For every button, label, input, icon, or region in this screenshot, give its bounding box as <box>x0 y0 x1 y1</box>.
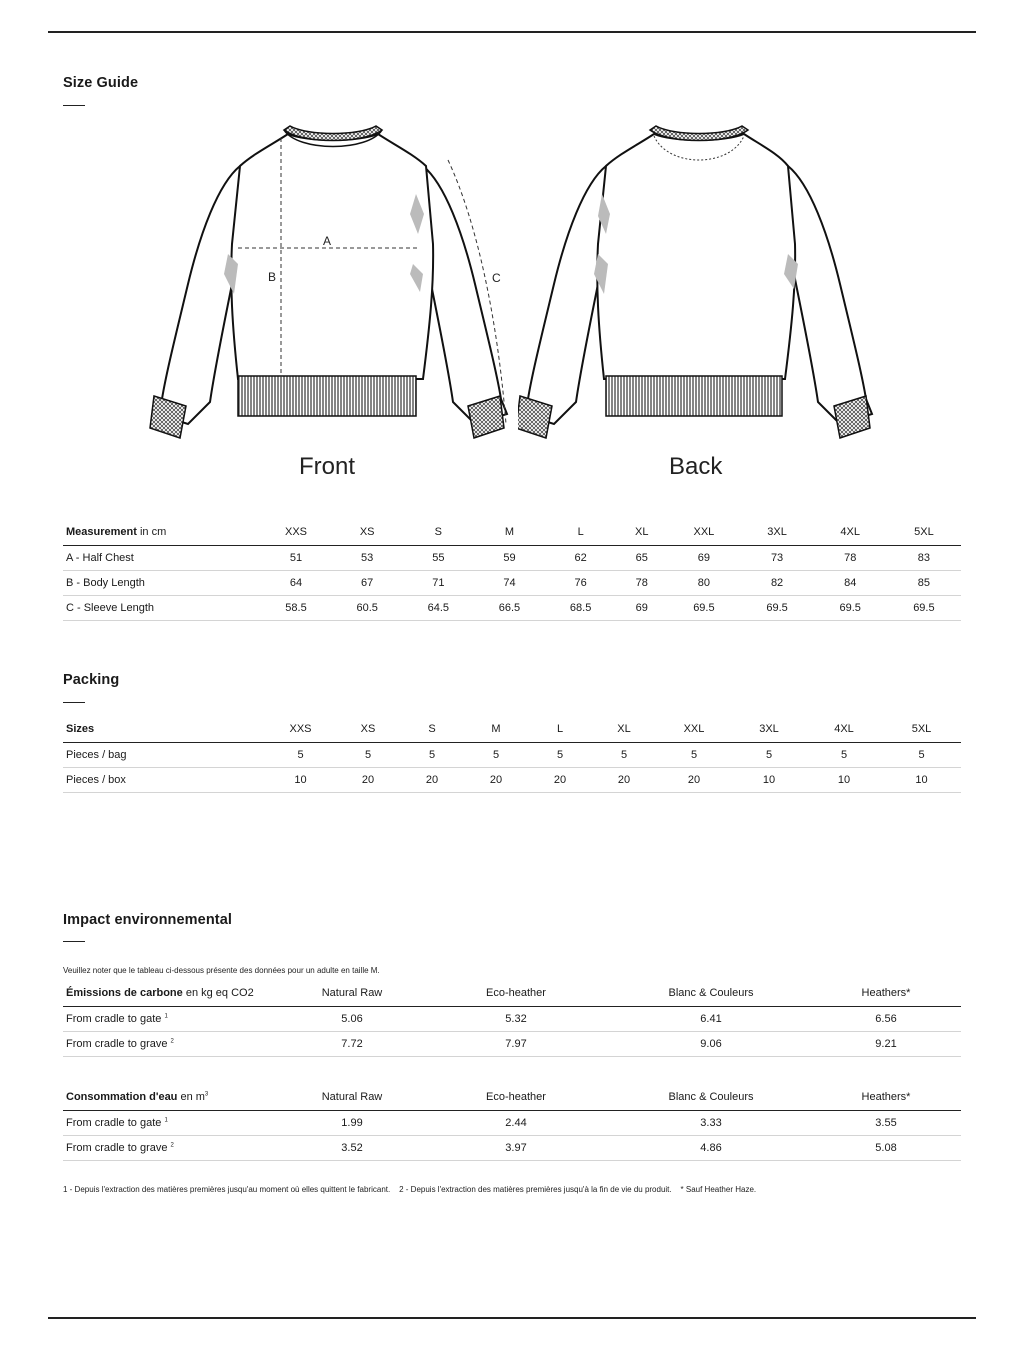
table-row <box>63 1110 961 1135</box>
table-cell: 62 <box>545 545 616 570</box>
table-cell: 59 <box>474 545 545 570</box>
table-cell: 6.56 <box>811 1006 961 1031</box>
impact-note: Veuillez noter que le tableau ci-dessous présente des données pour un adulte en taille M. <box>63 966 380 975</box>
row-label: Pieces / box <box>63 767 265 792</box>
packing-table-header: Sizes <box>63 717 265 742</box>
bottom-rule <box>48 1317 976 1319</box>
water-table-header: Consommation d'eau en $m^3$ <box>63 1085 283 1110</box>
table-cell: 69 <box>667 545 740 570</box>
table-cell: 53 <box>332 545 403 570</box>
material-col-header: Blanc & Couleurs <box>611 981 811 1006</box>
back-label: Back <box>669 453 723 480</box>
table-cell: 78 <box>616 570 667 595</box>
table-cell: 55 <box>403 545 474 570</box>
material-col-header: Heathers* <box>811 1085 961 1110</box>
size-col-header: 5XL <box>887 520 961 545</box>
table-cell: 7.72 <box>283 1031 421 1056</box>
table-row <box>63 545 961 570</box>
row-label: C - Sleeve Length <box>63 595 260 620</box>
packing-table <box>63 717 961 793</box>
size-col-header: 3XL <box>740 520 813 545</box>
material-col-header: Natural Raw <box>283 1085 421 1110</box>
size-col-header: XXL <box>667 520 740 545</box>
table-cell: 5 <box>732 742 806 767</box>
table-row <box>63 570 961 595</box>
size-col-header: S <box>403 520 474 545</box>
table-cell: 5 <box>528 742 592 767</box>
size-col-header: XXS <box>265 717 336 742</box>
front-sweater-illustration <box>148 124 518 444</box>
table-cell: 5 <box>400 742 464 767</box>
table-cell: 3.52 <box>283 1135 421 1160</box>
size-guide-title: Size Guide <box>63 75 139 91</box>
table-cell: 80 <box>667 570 740 595</box>
table-cell: 3.55 <box>811 1110 961 1135</box>
table-row <box>63 595 961 620</box>
material-col-header: Blanc & Couleurs <box>611 1085 811 1110</box>
row-label: B - Body Length <box>63 570 260 595</box>
size-table-header: Measurement in cm <box>63 520 260 545</box>
front-label: Front <box>299 453 356 480</box>
size-col-header: L <box>545 520 616 545</box>
table-cell: 10 <box>882 767 961 792</box>
size-col-header: 4XL <box>806 717 882 742</box>
table-cell: 64.5 <box>403 595 474 620</box>
table-cell: 5 <box>806 742 882 767</box>
table-row <box>63 767 961 792</box>
table-cell: 58.5 <box>260 595 331 620</box>
table-cell: 83 <box>887 545 961 570</box>
table-cell: 85 <box>887 570 961 595</box>
table-cell: 20 <box>656 767 732 792</box>
table-row <box>63 1006 961 1031</box>
table-cell: 66.5 <box>474 595 545 620</box>
table-row <box>63 1031 961 1056</box>
footnote: 1 - Depuis l'extraction des matières premières jusqu'au moment où elles quittent le fabricant. 2 - Depuis l'extraction des matières premières jusqu'à la fin de vie du produit. * Sauf Heather Haze. <box>63 1185 757 1194</box>
table-cell: 82 <box>740 570 813 595</box>
table-cell: 69.5 <box>740 595 813 620</box>
impact-dash <box>63 941 85 942</box>
table-cell: 76 <box>545 570 616 595</box>
size-col-header: XXL <box>656 717 732 742</box>
table-cell: 2.44 <box>421 1110 611 1135</box>
table-cell: 10 <box>265 767 336 792</box>
table-cell: 51 <box>260 545 331 570</box>
table-cell: 3.33 <box>611 1110 811 1135</box>
carbon-table-header: Émissions de carbone en kg eq CO2 <box>63 981 283 1006</box>
table-row <box>63 742 961 767</box>
size-col-header: M <box>464 717 528 742</box>
table-cell: 20 <box>336 767 400 792</box>
table-row <box>63 1135 961 1160</box>
table-cell: 4.86 <box>611 1135 811 1160</box>
row-label: From cradle to gate $^1$ <box>63 1110 283 1135</box>
table-cell: 5 <box>336 742 400 767</box>
impact-title: Impact environnemental <box>63 912 232 928</box>
table-cell: 71 <box>403 570 474 595</box>
packing-dash <box>63 702 85 703</box>
table-cell: 5.32 <box>421 1006 611 1031</box>
dim-label-a: A <box>323 234 332 248</box>
size-col-header: XS <box>336 717 400 742</box>
material-col-header: Natural Raw <box>283 981 421 1006</box>
size-col-header: XXS <box>260 520 331 545</box>
material-col-header: Heathers* <box>811 981 961 1006</box>
size-col-header: S <box>400 717 464 742</box>
table-cell: 20 <box>464 767 528 792</box>
material-col-header: Eco-heather <box>421 1085 611 1110</box>
table-cell: 5 <box>265 742 336 767</box>
table-cell: 68.5 <box>545 595 616 620</box>
table-cell: 5 <box>882 742 961 767</box>
table-cell: 69.5 <box>667 595 740 620</box>
size-col-header: L <box>528 717 592 742</box>
table-cell: 5.06 <box>283 1006 421 1031</box>
table-cell: 60.5 <box>332 595 403 620</box>
size-col-header: XS <box>332 520 403 545</box>
row-label: From cradle to grave $^2$ <box>63 1031 283 1056</box>
size-col-header: 3XL <box>732 717 806 742</box>
size-col-header: 4XL <box>814 520 887 545</box>
top-rule <box>48 31 976 33</box>
table-cell: 9.21 <box>811 1031 961 1056</box>
row-label: From cradle to gate $^1$ <box>63 1006 283 1031</box>
table-cell: 3.97 <box>421 1135 611 1160</box>
table-cell: 5 <box>592 742 656 767</box>
table-cell: 78 <box>814 545 887 570</box>
table-cell: 65 <box>616 545 667 570</box>
table-cell: 9.06 <box>611 1031 811 1056</box>
row-label: A - Half Chest <box>63 545 260 570</box>
table-cell: 20 <box>528 767 592 792</box>
dim-label-c: C <box>492 271 501 285</box>
table-cell: 5 <box>464 742 528 767</box>
size-guide-dash <box>63 105 85 106</box>
size-table <box>63 520 961 621</box>
row-label: Pieces / bag <box>63 742 265 767</box>
table-cell: 73 <box>740 545 813 570</box>
table-cell: 20 <box>592 767 656 792</box>
back-sweater-illustration <box>518 124 878 444</box>
table-cell: 6.41 <box>611 1006 811 1031</box>
table-cell: 67 <box>332 570 403 595</box>
table-cell: 10 <box>806 767 882 792</box>
table-cell: 74 <box>474 570 545 595</box>
table-cell: 5.08 <box>811 1135 961 1160</box>
table-cell: 10 <box>732 767 806 792</box>
material-col-header: Eco-heather <box>421 981 611 1006</box>
size-col-header: XL <box>616 520 667 545</box>
row-label: From cradle to grave $^2$ <box>63 1135 283 1160</box>
table-cell: 84 <box>814 570 887 595</box>
water-table <box>63 1085 961 1161</box>
dim-label-b: B <box>268 270 277 284</box>
packing-title: Packing <box>63 672 120 688</box>
table-cell: 69 <box>616 595 667 620</box>
size-col-header: 5XL <box>882 717 961 742</box>
size-col-header: XL <box>592 717 656 742</box>
table-cell: 7.97 <box>421 1031 611 1056</box>
table-cell: 64 <box>260 570 331 595</box>
size-col-header: M <box>474 520 545 545</box>
table-cell: 69.5 <box>814 595 887 620</box>
table-cell: 69.5 <box>887 595 961 620</box>
table-cell: 1.99 <box>283 1110 421 1135</box>
table-cell: 5 <box>656 742 732 767</box>
table-cell: 20 <box>400 767 464 792</box>
carbon-table <box>63 981 961 1057</box>
